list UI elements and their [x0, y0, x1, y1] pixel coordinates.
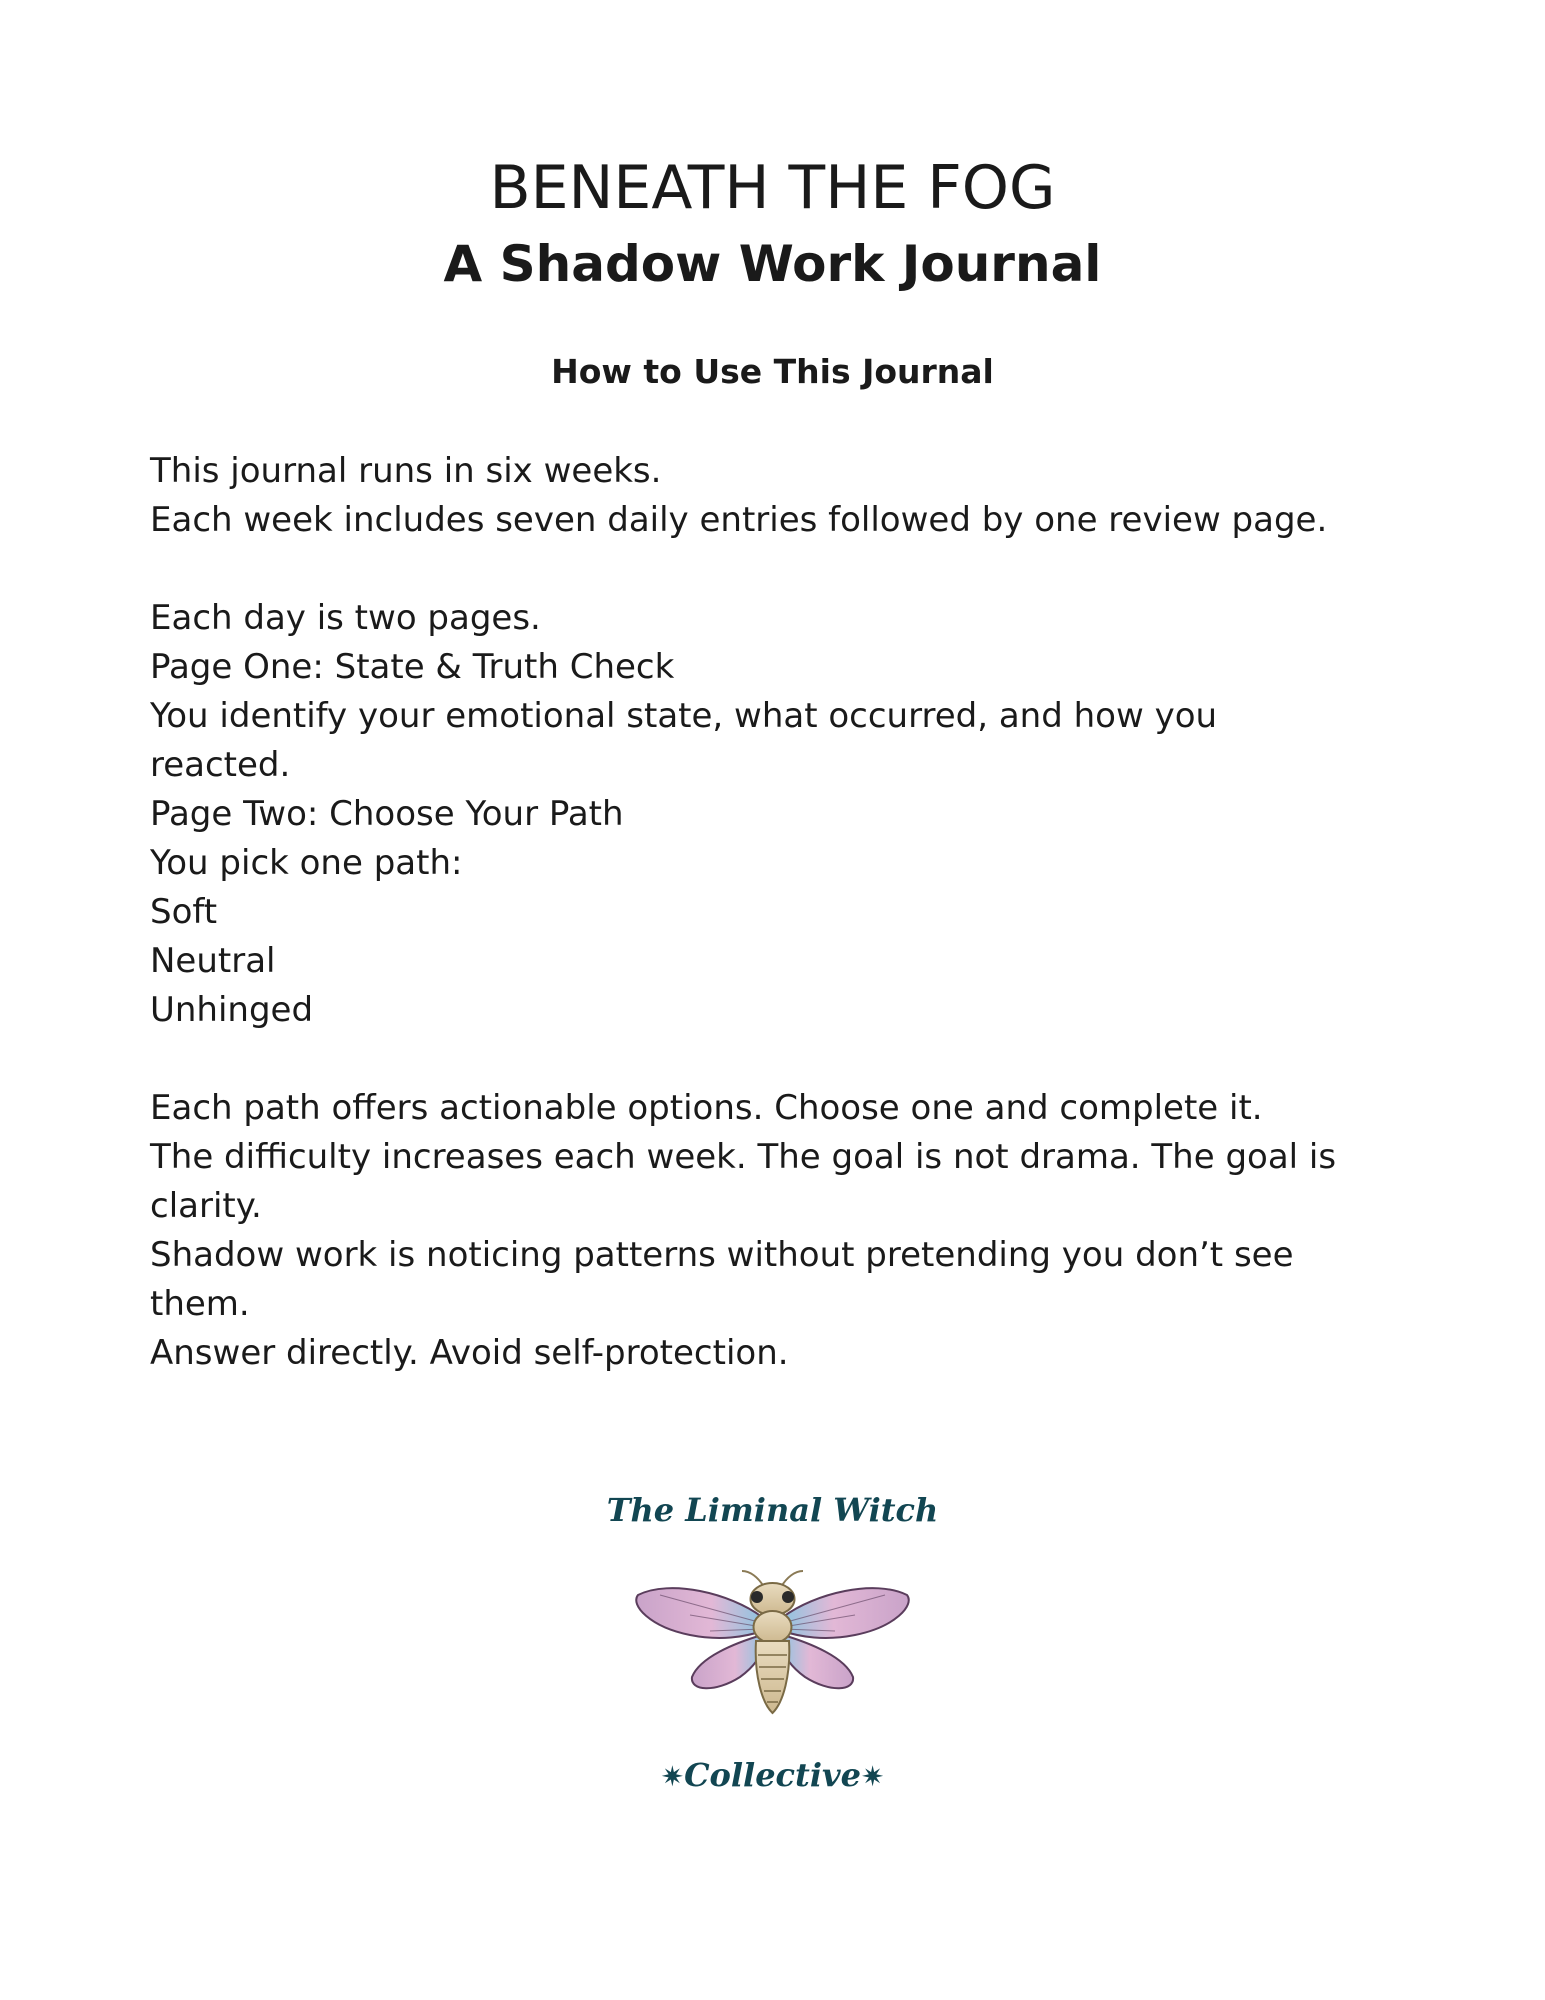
body-line: Each week includes seven daily entries followed by one review page.: [150, 500, 1328, 540]
path-option-unhinged: Unhinged: [150, 990, 314, 1030]
paragraph-spacer: [150, 1035, 1420, 1084]
star-icon: ✷: [660, 1760, 685, 1793]
page-title: BENEATH THE FOG: [489, 153, 1056, 223]
body-line: Answer directly. Avoid self-protection.: [150, 1333, 789, 1373]
body-line: them.: [150, 1284, 250, 1324]
page-subtitle: A Shadow Work Journal: [443, 235, 1102, 293]
body-line: reacted.: [150, 745, 291, 785]
path-option-soft: Soft: [150, 892, 218, 932]
star-icon: ✷: [860, 1760, 885, 1793]
body-line: The difficulty increases each week. The goal is not drama. The goal is: [150, 1137, 1337, 1177]
brand-subtitle-text: Collective: [684, 1756, 861, 1794]
section-heading: How to Use This Journal: [551, 352, 994, 391]
cicada-icon: [630, 1565, 915, 1725]
brand-name: The Liminal Witch: [606, 1491, 939, 1529]
body-line: Each day is two pages.: [150, 598, 541, 638]
body-line: Page Two: Choose Your Path: [150, 794, 624, 834]
body-line: Each path offers actionable options. Choose one and complete it.: [150, 1088, 1263, 1128]
instructions-body: [150, 447, 1420, 1378]
body-line: You identify your emotional state, what occurred, and how you: [150, 696, 1218, 736]
brand-subtitle: [0, 1755, 1545, 1797]
paragraph-spacer: [150, 545, 1420, 594]
path-option-neutral: Neutral: [150, 941, 276, 981]
body-line: Page One: State & Truth Check: [150, 647, 675, 687]
body-line: clarity.: [150, 1186, 262, 1226]
body-line: Shadow work is noticing patterns without pretending you don’t see: [150, 1235, 1294, 1275]
body-line: You pick one path:: [150, 843, 463, 883]
body-line: This journal runs in six weeks.: [150, 451, 662, 491]
